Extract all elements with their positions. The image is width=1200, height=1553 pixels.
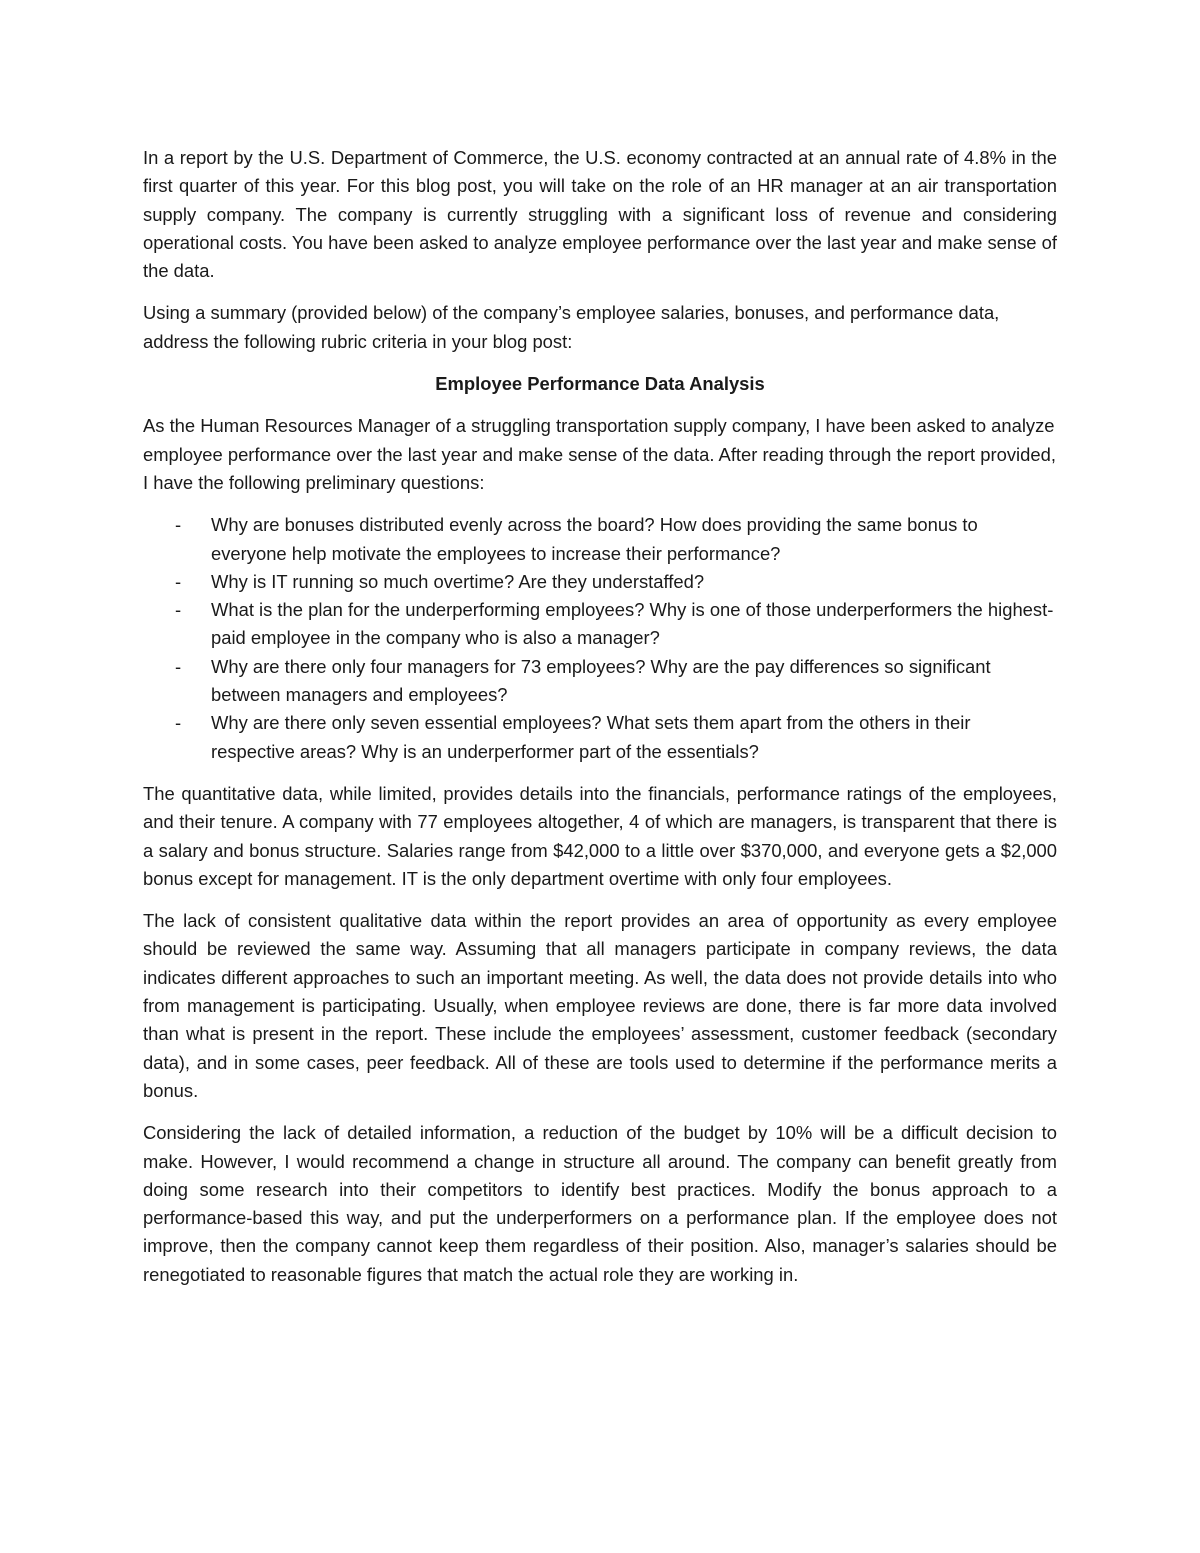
list-item [143,709,1057,766]
intro-paragraph: In a report by the U.S. Department of Commerce, the U.S. economy contracted at an annual rate of 4.8% in the first quarter of this year. For this blog post, you will take on the role of an HR manager at an air transportation supply company. The company is currently struggling with a significant loss of revenue and considering operational costs. You have been asked to analyze employee performance over the last year and make sense of the data. [143,147,1057,282]
bullet-dash: - [175,514,182,536]
list-item [143,568,1057,596]
question-text: Why is IT running so much overtime? Are they understaffed? [211,570,705,592]
document-title: Employee Performance Data Analysis [435,373,765,395]
recommendation-paragraph: Considering the lack of detailed information, a reduction of the budget by 10% will be a difficult decision to make. However, I would recommend a change in structure all around. The company can benefit greatly from doing some research into their competitors to identify best practices. Modify the bonus approach to a performance-based this way, and put the underperformers on a performance plan. If the employee does not improve, then the company cannot keep them regardless of their position. Also, manager’s salaries should be renegotiated to reasonable figures that match the actual role they are working in. [143,1122,1057,1285]
question-text: Why are bonuses distributed evenly across the board? How does providing the same bonus to everyone help motivate the employees to increase their performance? [211,514,978,564]
instructions-paragraph: Using a summary (provided below) of the company’s employee salaries, bonuses, and performance data, address the following rubric criteria in your blog post: [143,302,1000,352]
qualitative-paragraph: The lack of consistent qualitative data within the report provides an area of opportunity as every employee should be reviewed the same way. Assuming that all managers participate in company reviews, the data indicates different approaches to such an important meeting. As well, the data does not provide details into who from management is participating. Usually, when employee reviews are done, there is far more data involved than what is present in the report. These include the employees’ assessment, customer feedback (secondary data), and in some cases, peer feedback. All of these are tools used to determine if the performance merits a bonus. [143,910,1057,1101]
question-text: Why are there only seven essential employees? What sets them apart from the others in their respective areas? Why is an underperformer part of the essentials? [211,712,971,762]
list-item [143,596,1057,653]
role-paragraph: As the Human Resources Manager of a struggling transportation supply company, I have been asked to analyze employee performance over the last year and make sense of the data. After reading through the report provided, I have the following preliminary questions: [143,415,1056,493]
bullet-dash: - [175,570,182,592]
document-page [143,144,1057,1303]
questions-list [143,511,1057,766]
bullet-dash: - [175,712,182,734]
question-text: What is the plan for the underperforming employees? Why is one of those underperformers the highest-paid employee in the company who is also a manager? [211,599,1054,649]
list-item [143,653,1057,710]
bullet-dash: - [175,599,182,621]
list-item [143,511,1057,568]
bullet-dash: - [175,655,182,677]
quantitative-paragraph: The quantitative data, while limited, provides details into the financials, performance ratings of the employees, and their tenure. A company with 77 employees altogether, 4 of which are managers, is transparent that there is a salary and bonus structure. Salaries range from $42,000 to a little over $370,000, and everyone gets a $2,000 bonus except for management. IT is the only department overtime with only four employees. [143,782,1057,889]
question-text: Why are there only four managers for 73 employees? Why are the pay differences so significant between managers and employees? [211,655,991,706]
